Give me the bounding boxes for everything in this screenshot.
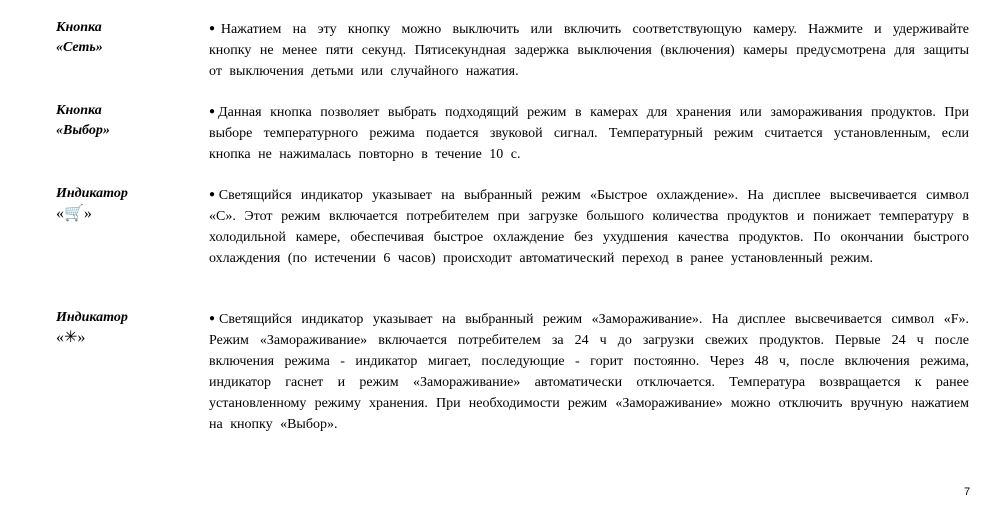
term-fast-cooling-indicator (56, 184, 128, 224)
term-name: «Выбор» (56, 123, 110, 138)
term-freezing-indicator (56, 308, 128, 348)
bullet-icon: ● (209, 189, 217, 200)
term-label: Индикатор (56, 310, 128, 325)
description-text: Светящийся индикатор указывает на выбранный режим «Быстрое охлаждение». На дисплее высвечивается символ «С». Этот режим включается потребителем при загрузке большого количества продуктов и понижает температуру в холодильной камере, обеспечивая быстрое охлаждение без ухудшения качества продуктов. По окончании быстрого охлаждения (по истечении 6 часов) происходит автоматический переход в ранее установленный режим. (209, 188, 970, 266)
term-name: «Сеть» (56, 40, 103, 55)
bullet-icon: ● (209, 106, 217, 117)
description-select-button (209, 101, 969, 165)
term-label: Индикатор (56, 186, 128, 201)
snowflake-icon: «✳» (56, 329, 86, 346)
fast-cooling-icon: «🛒» (56, 205, 92, 222)
bullet-icon: ● (209, 313, 218, 324)
description-text: Данная кнопка позволяет выбрать подходящий режим в камерах для хранения или замораживания продуктов. При выборе температурного режима подается звуковой сигнал. Температурный режим считается установленным, если кнопка не нажималась повторно в течение 10 с. (209, 105, 969, 162)
description-power-button (209, 18, 969, 82)
description-text: Светящийся индикатор указывает на выбранный режим «Замораживание». На дисплее высвечивается символ «F». Режим «Замораживание» включается потребителем за 24 ч до загрузки свежих продуктов. Первые 24 ч после включения режима - индикатор мигает, последующие - горит постоянно. Через 48 ч, после включения режима, индикатор гаснет и режим «Замораживание» автоматически отключается. Температура возвращается к ранее установленному режиму хранения. При необходимости режим «Замораживание» можно отключить вручную нажатием на кнопку «Выбор». (209, 312, 969, 432)
term-power-button (56, 18, 103, 58)
description-fast-cooling (209, 184, 969, 269)
term-label: Кнопка (56, 20, 102, 35)
description-freezing (209, 308, 969, 435)
term-select-button (56, 101, 110, 141)
description-text: Нажатием на эту кнопку можно выключить или включить соответствующую камеру. Нажмите и удерживайте кнопку не менее пяти секунд. Пятисекундная задержка выключения (включения) камеры предусмотрена для защиты от выключения детьми или случайного нажатия. (209, 22, 969, 79)
bullet-icon: ● (209, 23, 219, 34)
term-label: Кнопка (56, 103, 102, 118)
page-number: 7 (964, 486, 971, 498)
